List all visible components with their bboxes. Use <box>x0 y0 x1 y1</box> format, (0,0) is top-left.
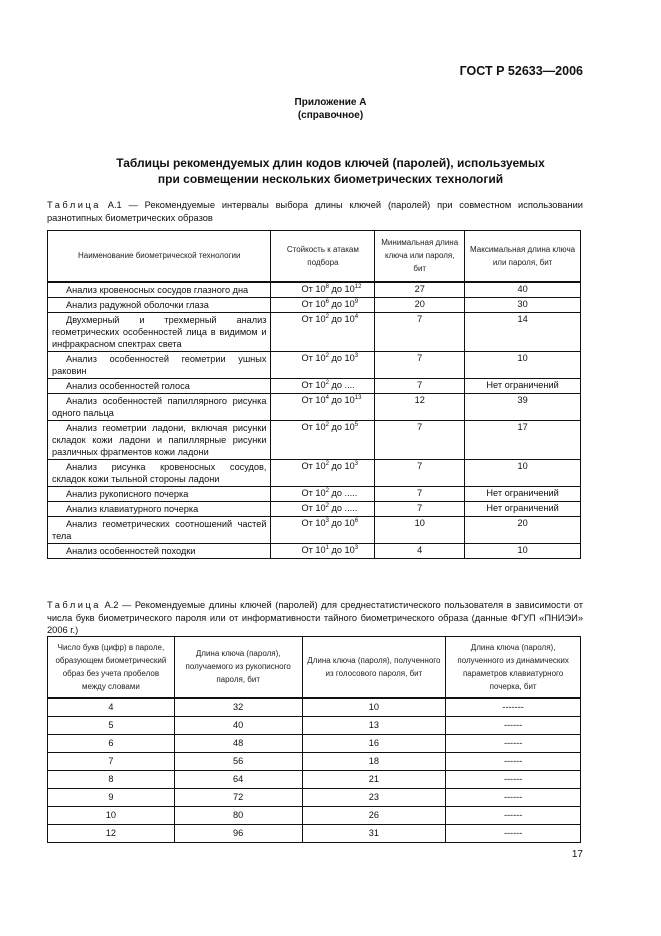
resistance-from-exponent: 6 <box>325 298 329 305</box>
resistance-from-exponent: 2 <box>325 421 329 428</box>
attack-resistance <box>271 486 375 501</box>
keystroke-key-length: ------ <box>446 770 581 788</box>
max-key-length: 10 <box>465 351 581 378</box>
resistance-to: до 10 <box>328 421 355 432</box>
voice-key-length: 18 <box>302 752 446 770</box>
min-key-length: 7 <box>375 486 465 501</box>
resistance-from-exponent: 2 <box>325 460 329 467</box>
resistance-from: От 10 <box>301 283 326 294</box>
resistance-to: до 10 <box>328 283 355 294</box>
table-row <box>48 698 581 717</box>
table-row <box>48 282 581 298</box>
table-row <box>48 716 581 734</box>
column-header: Наименование биометрической технологии <box>48 231 271 282</box>
resistance-from-exponent: 2 <box>325 502 329 509</box>
max-key-length: 10 <box>465 459 581 486</box>
resistance-to-exponent: 5 <box>354 421 359 428</box>
table-a2 <box>47 636 581 843</box>
voice-key-length: 21 <box>302 770 446 788</box>
resistance-from-exponent: 2 <box>325 379 329 386</box>
technology-name: Анализ особенностей голоса <box>48 378 271 393</box>
resistance-to: до .... <box>328 379 355 390</box>
table-row <box>48 378 581 393</box>
letter-count: 9 <box>48 788 175 806</box>
page-number: 17 <box>571 849 583 860</box>
letter-count: 7 <box>48 752 175 770</box>
min-key-length: 4 <box>375 543 465 558</box>
max-key-length: Нет ограничений <box>465 378 581 393</box>
technology-name: Двухмерный и трехмерный анализ геометрических особенностей лица в видимом и инфракрасном спектрах света <box>48 312 271 351</box>
keystroke-key-length: ------ <box>446 788 581 806</box>
resistance-from: От 10 <box>301 313 326 324</box>
resistance-from: От 10 <box>301 379 326 390</box>
section-title-line1: Таблицы рекомендуемых длин кодов ключей (паролей), используемых <box>116 156 545 170</box>
max-key-length: 20 <box>465 516 581 543</box>
resistance-to-exponent: 6 <box>354 517 359 524</box>
attack-resistance <box>271 378 375 393</box>
resistance-from-exponent: 2 <box>325 313 329 320</box>
table-row <box>48 312 581 351</box>
max-key-length: 17 <box>465 420 581 459</box>
resistance-to-exponent: 12 <box>354 283 362 290</box>
resistance-from: От 10 <box>301 421 326 432</box>
resistance-from: От 10 <box>301 502 326 513</box>
min-key-length: 20 <box>375 297 465 312</box>
voice-key-length: 31 <box>302 824 446 842</box>
resistance-from: От 10 <box>301 298 326 309</box>
min-key-length: 12 <box>375 393 465 420</box>
keystroke-key-length: ------ <box>446 752 581 770</box>
letter-count: 6 <box>48 734 175 752</box>
keystroke-key-length: ------ <box>446 824 581 842</box>
attack-resistance <box>271 351 375 378</box>
resistance-from: От 10 <box>301 394 326 405</box>
table-row <box>48 297 581 312</box>
voice-key-length: 16 <box>302 734 446 752</box>
resistance-to: до 10 <box>328 298 355 309</box>
resistance-to-exponent: 3 <box>354 352 359 359</box>
resistance-from: От 10 <box>301 460 326 471</box>
handwritten-key-length: 32 <box>174 698 302 717</box>
keystroke-key-length: ------- <box>446 698 581 717</box>
annex-title: Приложение А <box>294 97 367 108</box>
resistance-to: до ..... <box>328 487 358 498</box>
min-key-length: 7 <box>375 459 465 486</box>
min-key-length: 7 <box>375 312 465 351</box>
table-row <box>48 734 581 752</box>
technology-name: Анализ геометрических соотношений частей тела <box>48 516 271 543</box>
attack-resistance <box>271 393 375 420</box>
letter-count: 10 <box>48 806 175 824</box>
handwritten-key-length: 40 <box>174 716 302 734</box>
table-row <box>48 752 581 770</box>
attack-resistance <box>271 282 375 298</box>
annex-heading <box>0 96 661 122</box>
section-title-line2: при совмещении нескольких биометрических технологий <box>157 172 504 186</box>
resistance-to-exponent: 9 <box>354 298 359 305</box>
caption-text: А.2 — Рекомендуемые длины ключей (паролей) для среднестатистического пользователя в зависимости от числа букв биометрического пароля или от информативности тайного биометрического образа (данные ФГУП «ПНИЭИ» 2006 г.) <box>47 600 583 635</box>
resistance-to: до 10 <box>328 460 355 471</box>
max-key-length: 30 <box>465 297 581 312</box>
table-row <box>48 351 581 378</box>
resistance-from-exponent: 8 <box>325 283 329 290</box>
resistance-from-exponent: 2 <box>325 352 329 359</box>
document-code: ГОСТ Р 52633—2006 <box>459 64 583 78</box>
handwritten-key-length: 96 <box>174 824 302 842</box>
column-header: Минимальная длина ключа или пароля, бит <box>375 231 465 282</box>
max-key-length: Нет ограничений <box>465 486 581 501</box>
annex-subtitle: (справочное) <box>297 110 364 121</box>
resistance-from-exponent: 3 <box>325 517 329 524</box>
resistance-from: От 10 <box>301 544 326 555</box>
caption-prefix: Таблица <box>47 200 101 210</box>
table-row <box>48 806 581 824</box>
resistance-to-exponent: 3 <box>354 544 359 551</box>
technology-name: Анализ клавиатурного почерка <box>48 501 271 516</box>
table-row <box>48 420 581 459</box>
attack-resistance <box>271 543 375 558</box>
table1-caption <box>47 199 583 224</box>
resistance-to: до 10 <box>328 394 355 405</box>
table-row <box>48 516 581 543</box>
column-header: Длина ключа (пароля), получаемого из рукописного пароля, бит <box>174 637 302 698</box>
attack-resistance <box>271 459 375 486</box>
column-header: Максимальная длина ключа или пароля, бит <box>465 231 581 282</box>
technology-name: Анализ рукописного почерка <box>48 486 271 501</box>
resistance-to: до ..... <box>328 502 358 513</box>
voice-key-length: 10 <box>302 698 446 717</box>
technology-name: Анализ геометрии ладони, включая рисунки складок кожи ладони и папиллярные рисунки различных фрагментов кожи ладони <box>48 420 271 459</box>
min-key-length: 27 <box>375 282 465 298</box>
resistance-to: до 10 <box>328 313 355 324</box>
resistance-from-exponent: 4 <box>325 394 329 401</box>
resistance-from-exponent: 1 <box>325 544 329 551</box>
table2-caption <box>47 599 583 637</box>
letter-count: 5 <box>48 716 175 734</box>
resistance-to-exponent: 4 <box>354 313 359 320</box>
table-row <box>48 486 581 501</box>
technology-name: Анализ особенностей папиллярного рисунка одного пальца <box>48 393 271 420</box>
resistance-to-exponent: 3 <box>354 460 359 467</box>
resistance-from-exponent: 2 <box>325 487 329 494</box>
handwritten-key-length: 64 <box>174 770 302 788</box>
letter-count: 8 <box>48 770 175 788</box>
voice-key-length: 13 <box>302 716 446 734</box>
resistance-from: От 10 <box>301 352 326 363</box>
attack-resistance <box>271 420 375 459</box>
max-key-length: 39 <box>465 393 581 420</box>
section-title <box>0 155 661 187</box>
table-row <box>48 459 581 486</box>
resistance-from: От 10 <box>301 517 326 528</box>
keystroke-key-length: ------ <box>446 716 581 734</box>
max-key-length: 14 <box>465 312 581 351</box>
keystroke-key-length: ------ <box>446 734 581 752</box>
letter-count: 12 <box>48 824 175 842</box>
resistance-to: до 10 <box>328 544 355 555</box>
letter-count: 4 <box>48 698 175 717</box>
attack-resistance <box>271 312 375 351</box>
attack-resistance <box>271 516 375 543</box>
table-row <box>48 788 581 806</box>
technology-name: Анализ рисунка кровеносных сосудов, складок кожи тыльной стороны ладони <box>48 459 271 486</box>
min-key-length: 7 <box>375 420 465 459</box>
min-key-length: 7 <box>375 351 465 378</box>
min-key-length: 7 <box>375 378 465 393</box>
table-row <box>48 770 581 788</box>
column-header: Стойкость к атакам подбора <box>271 231 375 282</box>
column-header: Длина ключа (пароля), полученного из голосового пароля, бит <box>302 637 446 698</box>
attack-resistance <box>271 297 375 312</box>
technology-name: Анализ особенностей геометрии ушных раковин <box>48 351 271 378</box>
technology-name: Анализ особенностей походки <box>48 543 271 558</box>
handwritten-key-length: 80 <box>174 806 302 824</box>
resistance-from: От 10 <box>301 487 326 498</box>
voice-key-length: 26 <box>302 806 446 824</box>
technology-name: Анализ радужной оболочки глаза <box>48 297 271 312</box>
technology-name: Анализ кровеносных сосудов глазного дна <box>48 282 271 298</box>
keystroke-key-length: ------ <box>446 806 581 824</box>
resistance-to: до 10 <box>328 517 355 528</box>
resistance-to: до 10 <box>328 352 355 363</box>
handwritten-key-length: 56 <box>174 752 302 770</box>
handwritten-key-length: 72 <box>174 788 302 806</box>
table-row <box>48 393 581 420</box>
handwritten-key-length: 48 <box>174 734 302 752</box>
voice-key-length: 23 <box>302 788 446 806</box>
min-key-length: 7 <box>375 501 465 516</box>
resistance-to-exponent: 13 <box>354 394 362 401</box>
caption-prefix: Таблица <box>47 600 101 610</box>
table-row <box>48 824 581 842</box>
table-row <box>48 501 581 516</box>
table-row <box>48 543 581 558</box>
column-header: Длина ключа (пароля), полученного из динамических параметров клавиатурного почерка, бит <box>446 637 581 698</box>
column-header: Число букв (цифр) в пароле, образующем биометрический образ без учета пробелов между словами <box>48 637 175 698</box>
caption-text: А.1 — Рекомендуемые интервалы выбора длины ключей (паролей) при совместном использовании разнотипных биометрических образов <box>47 200 583 223</box>
attack-resistance <box>271 501 375 516</box>
max-key-length: Нет ограничений <box>465 501 581 516</box>
table-a1 <box>47 230 581 559</box>
max-key-length: 10 <box>465 543 581 558</box>
min-key-length: 10 <box>375 516 465 543</box>
max-key-length: 40 <box>465 282 581 298</box>
